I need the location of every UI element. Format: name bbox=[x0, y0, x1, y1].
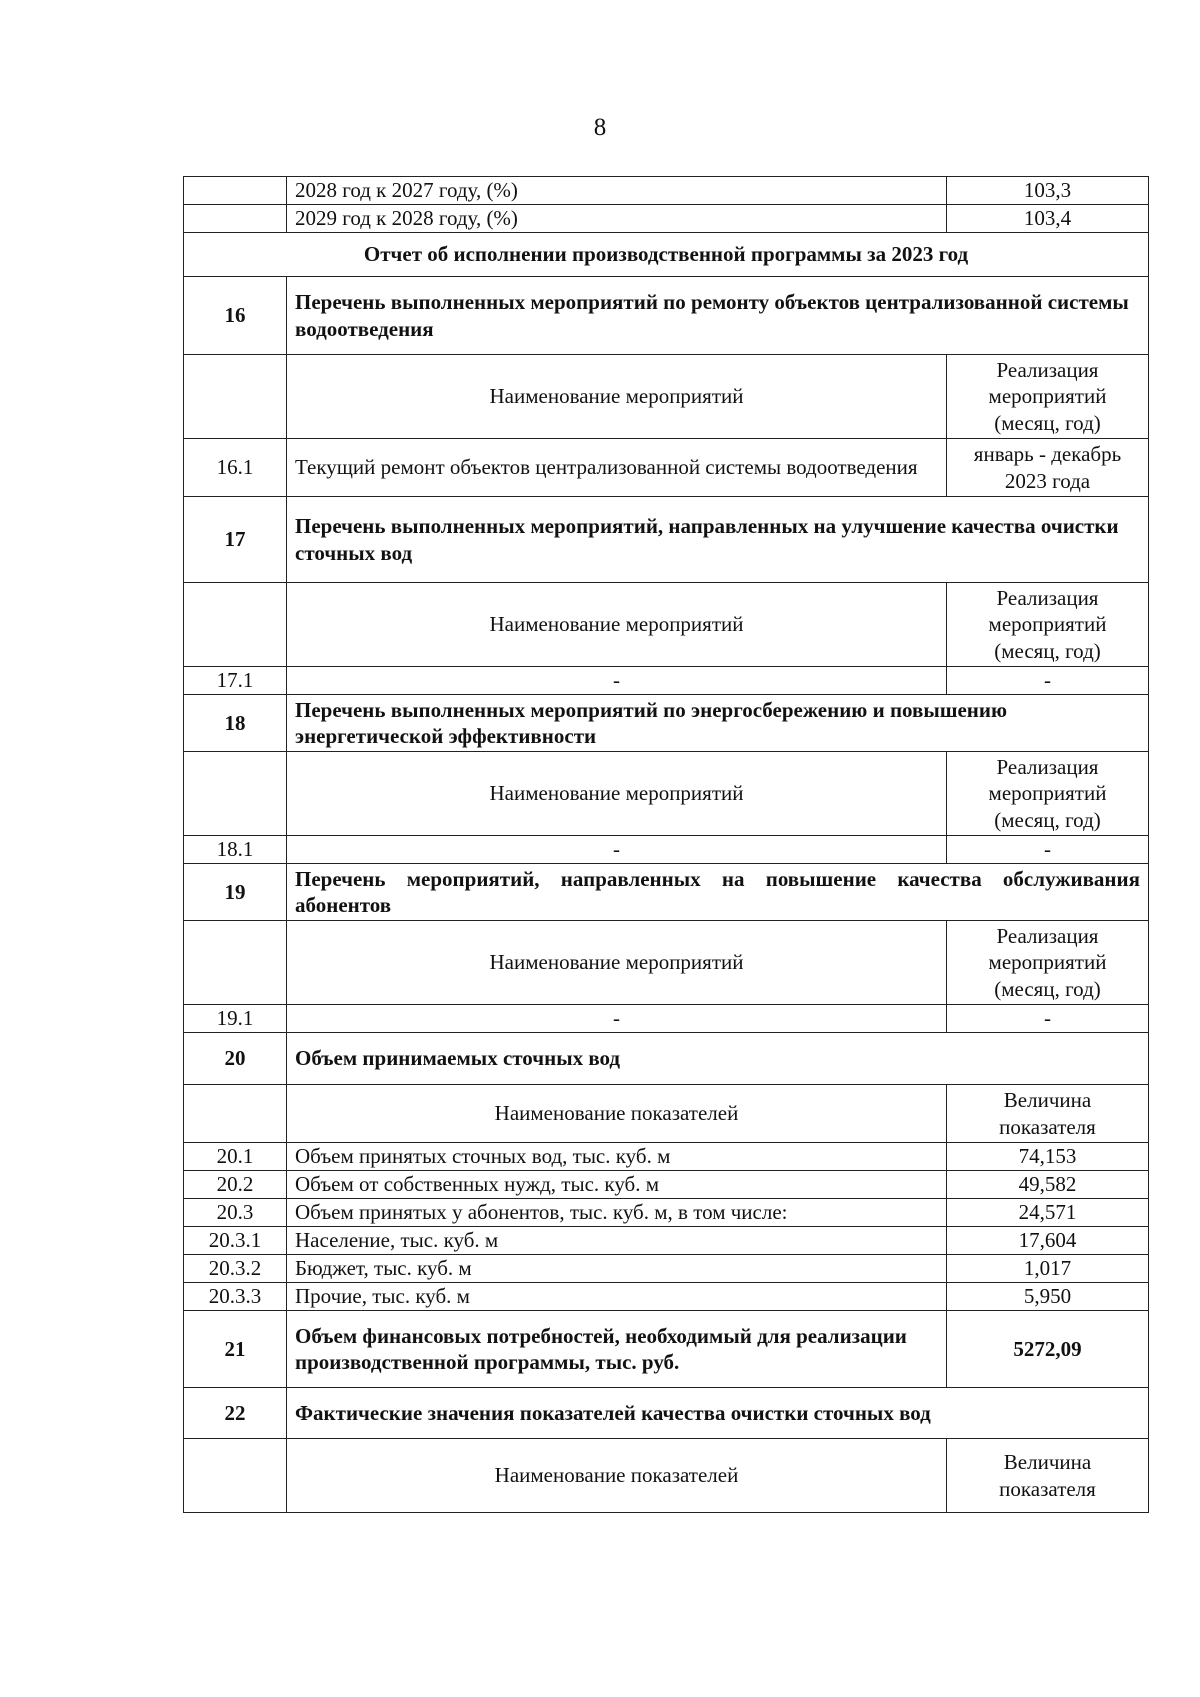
table-row bbox=[184, 836, 1149, 864]
column-header-name: Наименование мероприятий bbox=[287, 921, 947, 1005]
item-value-cell: 17,604 bbox=[947, 1227, 1149, 1255]
item-number-cell bbox=[184, 177, 287, 205]
item-value-cell: - bbox=[947, 1005, 1149, 1033]
table-row bbox=[184, 1439, 1149, 1513]
table-body bbox=[184, 177, 1149, 1513]
table-row bbox=[184, 1085, 1149, 1143]
item-number-cell: 20.1 bbox=[184, 1143, 287, 1171]
item-number-cell: 20.2 bbox=[184, 1171, 287, 1199]
section-value-cell: 5272,09 bbox=[947, 1311, 1149, 1388]
section-number-cell: 17 bbox=[184, 497, 287, 583]
item-value-cell: 49,582 bbox=[947, 1171, 1149, 1199]
column-header-value: Реализация мероприятий (месяц, год) bbox=[947, 355, 1149, 439]
table-row bbox=[184, 1033, 1149, 1085]
column-header-value: Величина показателя bbox=[947, 1085, 1149, 1143]
section-number-cell: 22 bbox=[184, 1388, 287, 1439]
item-name-cell: - bbox=[287, 836, 947, 864]
item-number-cell: 20.3 bbox=[184, 1199, 287, 1227]
table-row bbox=[184, 1255, 1149, 1283]
section-number-cell: 20 bbox=[184, 1033, 287, 1085]
table-row bbox=[184, 752, 1149, 836]
table-row bbox=[184, 1283, 1149, 1311]
table-row bbox=[184, 1199, 1149, 1227]
header-empty-cell bbox=[184, 752, 287, 836]
item-name-cell: Текущий ремонт объектов централизованной системы водоотведения bbox=[287, 439, 947, 497]
column-header-name: Наименование показателей bbox=[287, 1085, 947, 1143]
item-name-cell: - bbox=[287, 1005, 947, 1033]
section-title-cell: Перечень выполненных мероприятий по ремонту объектов централизованной системы водоотведения bbox=[287, 277, 1149, 355]
item-value-cell: 1,017 bbox=[947, 1255, 1149, 1283]
table-row bbox=[184, 921, 1149, 1005]
table-row bbox=[184, 439, 1149, 497]
header-empty-cell bbox=[184, 921, 287, 1005]
table-row bbox=[184, 1171, 1149, 1199]
header-empty-cell bbox=[184, 1085, 287, 1143]
item-number-cell: 20.3.2 bbox=[184, 1255, 287, 1283]
page-number: 8 bbox=[593, 114, 607, 141]
column-header-value: Реализация мероприятий (месяц, год) bbox=[947, 583, 1149, 667]
section-number-cell: 16 bbox=[184, 277, 287, 355]
table-row bbox=[184, 695, 1149, 752]
item-name-cell: Объем принятых сточных вод, тыс. куб. м bbox=[287, 1143, 947, 1171]
item-value-cell: январь - декабрь 2023 года bbox=[947, 439, 1149, 497]
column-header-value: Реализация мероприятий (месяц, год) bbox=[947, 921, 1149, 1005]
item-value-cell: - bbox=[947, 667, 1149, 695]
header-empty-cell bbox=[184, 583, 287, 667]
column-header-name: Наименование мероприятий bbox=[287, 752, 947, 836]
item-name-cell: Объем от собственных нужд, тыс. куб. м bbox=[287, 1171, 947, 1199]
item-number-cell: 16.1 bbox=[184, 439, 287, 497]
item-name-cell: 2029 год к 2028 году, (%) bbox=[287, 205, 947, 233]
section-title-cell: Объем принимаемых сточных вод bbox=[287, 1033, 1149, 1085]
item-name-cell: Прочие, тыс. куб. м bbox=[287, 1283, 947, 1311]
section-title-cell: Перечень выполненных мероприятий, направленных на улучшение качества очистки сточных вод bbox=[287, 497, 1149, 583]
item-value-cell: 103,3 bbox=[947, 177, 1149, 205]
table-row bbox=[184, 277, 1149, 355]
header-empty-cell bbox=[184, 1439, 287, 1513]
section-title-cell: Перечень выполненных мероприятий по энергосбережению и повышению энергетической эффективности bbox=[287, 695, 1149, 752]
item-name-cell: Население, тыс. куб. м bbox=[287, 1227, 947, 1255]
item-value-cell: 5,950 bbox=[947, 1283, 1149, 1311]
item-value-cell: 103,4 bbox=[947, 205, 1149, 233]
table-row bbox=[184, 1227, 1149, 1255]
column-header-value: Реализация мероприятий (месяц, год) bbox=[947, 752, 1149, 836]
column-header-name: Наименование мероприятий bbox=[287, 583, 947, 667]
table-row bbox=[184, 497, 1149, 583]
report-title-cell: Отчет об исполнении производственной программы за 2023 год bbox=[184, 233, 1149, 277]
table-row bbox=[184, 667, 1149, 695]
item-number-cell: 19.1 bbox=[184, 1005, 287, 1033]
item-number-cell: 20.3.3 bbox=[184, 1283, 287, 1311]
section-title-cell: Фактические значения показателей качества очистки сточных вод bbox=[287, 1388, 1149, 1439]
item-name-cell: Бюджет, тыс. куб. м bbox=[287, 1255, 947, 1283]
section-number-cell: 21 bbox=[184, 1311, 287, 1388]
item-name-cell: 2028 год к 2027 году, (%) bbox=[287, 177, 947, 205]
header-empty-cell bbox=[184, 355, 287, 439]
item-number-cell: 18.1 bbox=[184, 836, 287, 864]
section-number-cell: 19 bbox=[184, 864, 287, 921]
section-title-cell: Объем финансовых потребностей, необходимый для реализации производственной программы, тыс. руб. bbox=[287, 1311, 947, 1388]
table-row bbox=[184, 583, 1149, 667]
table-row bbox=[184, 1311, 1149, 1388]
column-header-name: Наименование показателей bbox=[287, 1439, 947, 1513]
item-value-cell: 24,571 bbox=[947, 1199, 1149, 1227]
section-title-cell: Перечень мероприятий, направленных на повышение качества обслуживания абонентов bbox=[287, 864, 1149, 921]
table-row bbox=[184, 1005, 1149, 1033]
column-header-name: Наименование мероприятий bbox=[287, 355, 947, 439]
table-row bbox=[184, 205, 1149, 233]
table-row bbox=[184, 233, 1149, 277]
item-value-cell: 74,153 bbox=[947, 1143, 1149, 1171]
table-row bbox=[184, 1143, 1149, 1171]
table-row bbox=[184, 864, 1149, 921]
item-number-cell: 20.3.1 bbox=[184, 1227, 287, 1255]
item-number-cell: 17.1 bbox=[184, 667, 287, 695]
item-number-cell bbox=[184, 205, 287, 233]
item-value-cell: - bbox=[947, 836, 1149, 864]
column-header-value: Величина показателя bbox=[947, 1439, 1149, 1513]
table-row bbox=[184, 177, 1149, 205]
section-number-cell: 18 bbox=[184, 695, 287, 752]
program-report-table bbox=[183, 176, 1149, 1513]
item-name-cell: Объем принятых у абонентов, тыс. куб. м, в том числе: bbox=[287, 1199, 947, 1227]
table-row bbox=[184, 1388, 1149, 1439]
item-name-cell: - bbox=[287, 667, 947, 695]
table-row bbox=[184, 355, 1149, 439]
